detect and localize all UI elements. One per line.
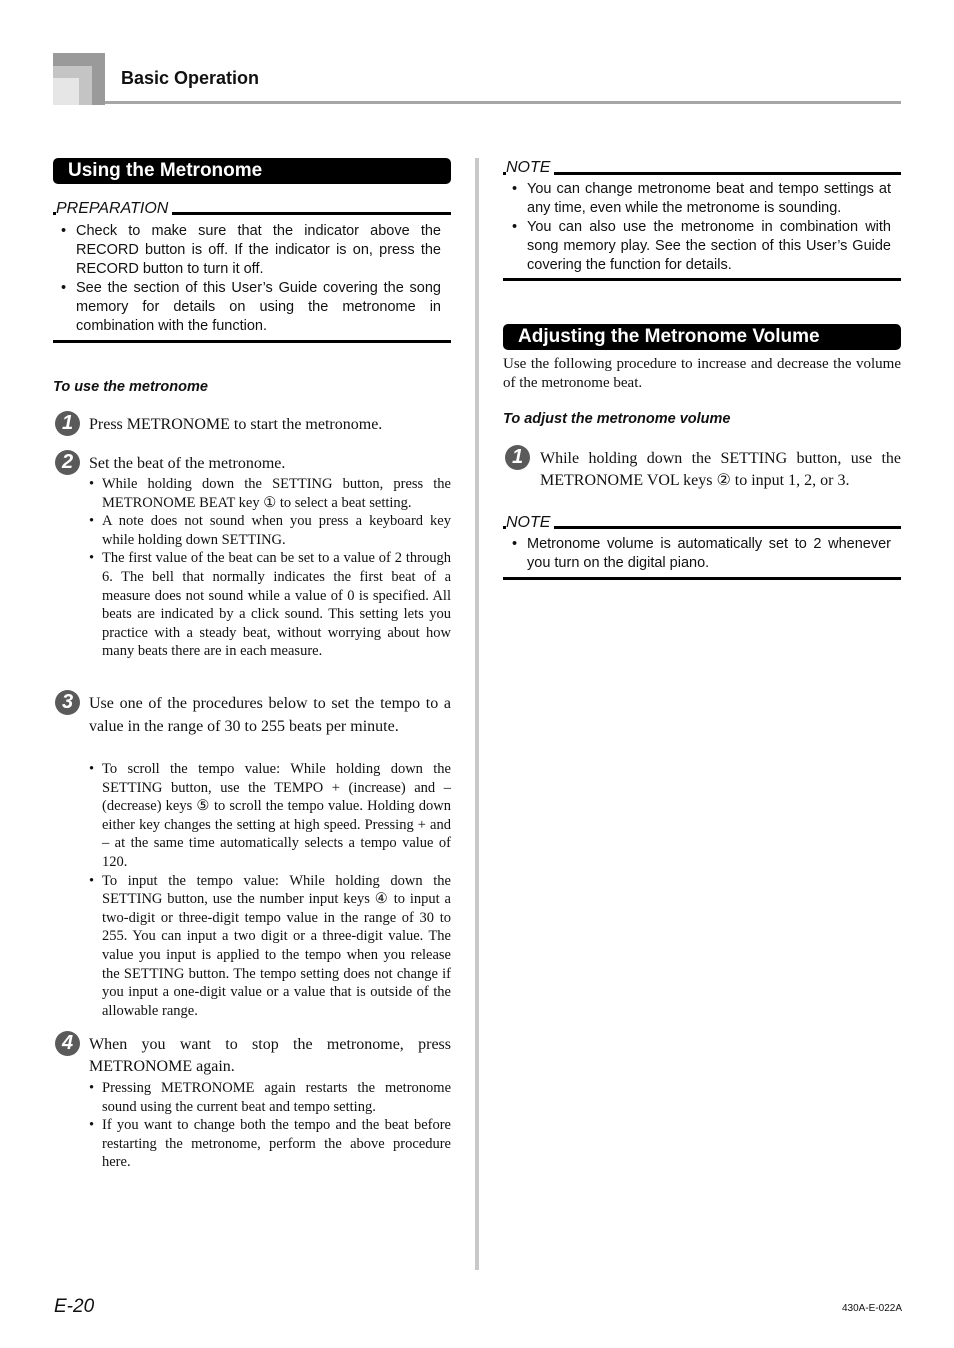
note2-top-rule (503, 526, 901, 529)
step-text: Set the beat of the metronome. (89, 455, 286, 472)
step-number-badge: 3 (55, 690, 80, 715)
page-number: E-20 (54, 1296, 95, 1317)
preparation-item: • Check to make sure that the indicator above the RECORD button is off. If the indicator is on, press the RECORD button to turn it off. (54, 222, 441, 279)
bullet-item: • Pressing METRONOME again restarts the metronome sound using the current beat and tempo setting. (89, 1079, 451, 1116)
note1-list (505, 180, 891, 275)
note-item: • You can change metronome beat and tempo settings at any time, even while the metronome is sounding. (505, 180, 891, 218)
note2-bottom-rule (503, 577, 901, 580)
note2-list (505, 535, 891, 573)
note2-label: NOTE (506, 514, 554, 532)
note1-bottom-rule (503, 278, 901, 281)
bullet-item: • To scroll the tempo value: While holding down the SETTING button, use the TEMPO + (increase) and – (decrease) keys ⑤ to scroll the tempo value. Holding down either key changes the setting at high speed. Pressing + and – at the same time automatically selects a tempo value of 120. (89, 760, 451, 872)
step-text: Use one of the procedures below to set the tempo to a value in the range of 30 to 255 beats per minute. (89, 695, 451, 735)
preparation-label: PREPARATION (56, 200, 172, 218)
bullet-item: • To input the tempo value: While holding down the SETTING button, use the number input keys ④ to input a two-digit or three-digit tempo value in the range of 30 to 255. You can input a two digit or a three-digit value. The value you input is applied to the tempo when you release the SETTING button. The tempo setting does not change if you input a one-digit value or a value that is outside of the allowable range. (89, 872, 451, 1021)
header-rule (105, 101, 901, 104)
note-item: • You can also use the metronome in combination with song memory play. See the section of this User’s Guide covering the function for details. (505, 218, 891, 275)
step-text: While holding down the SETTING button, use the METRONOME VOL keys ② to input 1, 2, or 3. (540, 450, 901, 489)
preparation-list (54, 222, 441, 336)
step-text: When you want to stop the metronome, press METRONOME again. (89, 1036, 451, 1075)
subhead-use-metronome: To use the metronome (53, 379, 208, 395)
note1-label: NOTE (506, 159, 554, 177)
section-title-volume: Adjusting the Metronome Volume (503, 324, 901, 350)
bullet-item: • A note does not sound when you press a keyboard key while holding down SETTING. (89, 512, 451, 549)
preparation-bottom-rule (53, 340, 451, 343)
preparation-item: • See the section of this User’s Guide covering the song memory for details on using the metronome in combination with the function. (54, 279, 441, 336)
note1-top-rule (503, 172, 901, 175)
step-number-badge: 2 (55, 450, 80, 475)
step-bullets (89, 760, 451, 1020)
step-number-badge: 4 (55, 1031, 80, 1056)
page-header-title: Basic Operation (121, 68, 260, 88)
column-divider (475, 158, 479, 1270)
subhead-adjust-volume: To adjust the metronome volume (503, 411, 731, 427)
step-text: Press METRONOME to start the metronome. (89, 416, 383, 433)
note-item: • Metronome volume is automatically set to 2 whenever you turn on the digital piano. (505, 535, 891, 573)
bullet-item: • The first value of the beat can be set to a value of 2 through 6. The bell that normally indicates the first beat of a measure does not sound while a value of 0 is specified. All beats are indicated by a click sound. This setting lets you practice with a steady beat, without worrying about how many beats there are in each measure. (89, 549, 451, 661)
header-tab-graphic-light (53, 78, 79, 105)
step-number-badge: 1 (505, 445, 530, 470)
bullet-item: • If you want to change both the tempo and the beat before restarting the metronome, perform the above procedure here. (89, 1116, 451, 1172)
step-bullets (89, 475, 451, 661)
step-number-badge: 1 (55, 411, 80, 436)
step-bullets (89, 1079, 451, 1172)
section-title-metronome: Using the Metronome (53, 158, 451, 184)
document-code: 430A-E-022A (842, 1303, 903, 1314)
bullet-item: • While holding down the SETTING button, press the METRONOME BEAT key ① to select a beat setting. (89, 475, 451, 512)
volume-intro: Use the following procedure to increase and decrease the volume of the metronome beat. (503, 356, 901, 391)
